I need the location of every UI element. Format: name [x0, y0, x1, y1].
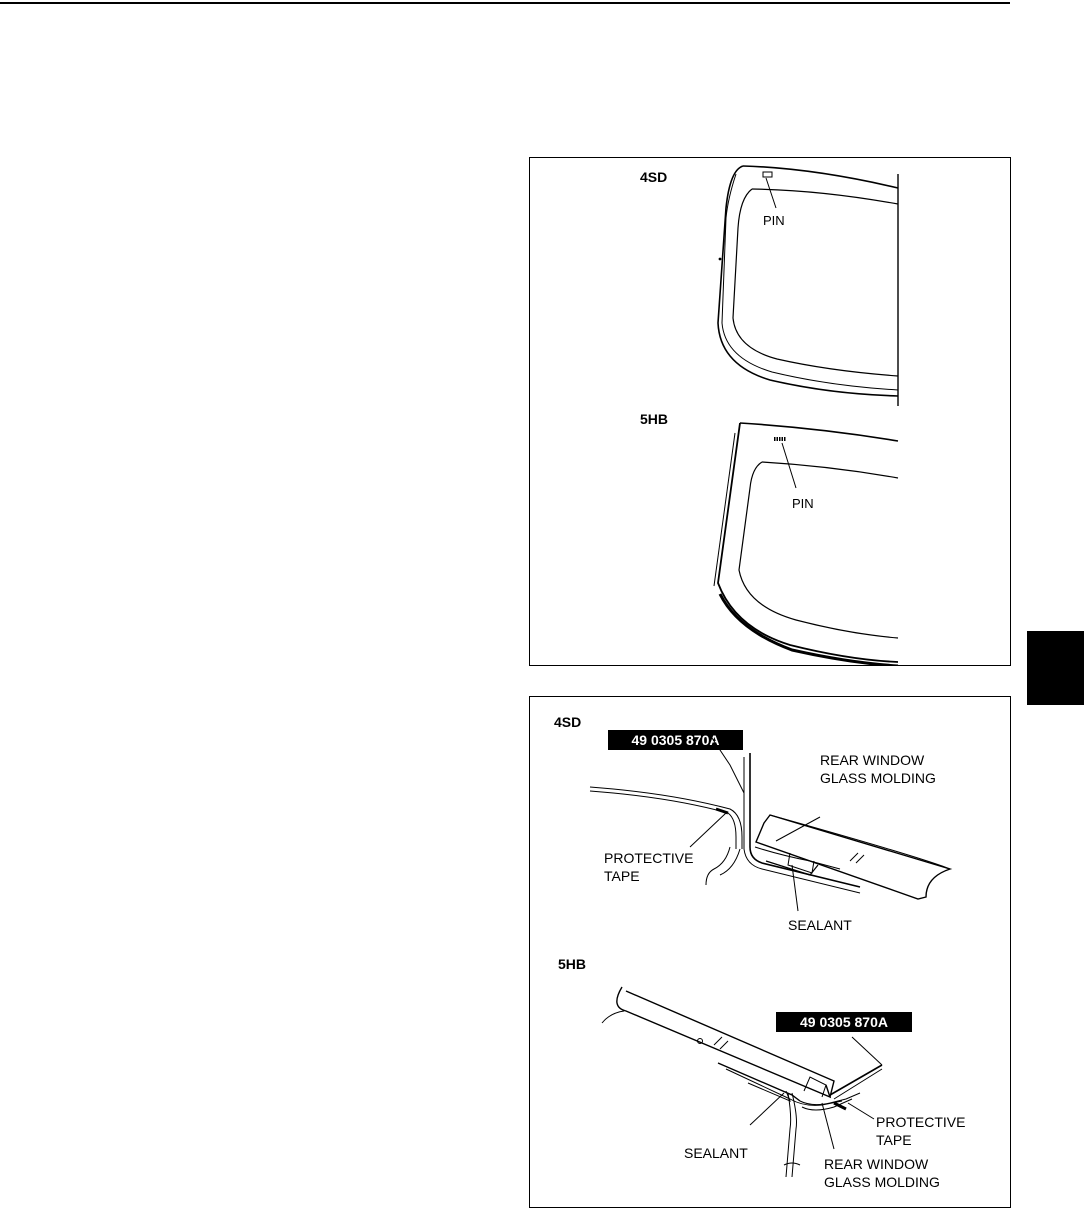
- pin-label-4sd: PIN: [763, 213, 785, 228]
- molding-label-4sd-line2: GLASS MOLDING: [820, 770, 936, 786]
- tape-label-4sd-line1: PROTECTIVE: [604, 850, 694, 866]
- figure-sealant-cutting: [529, 696, 1011, 1208]
- sealant-label-4sd: SEALANT: [788, 917, 852, 933]
- header-rule: [0, 2, 1010, 4]
- figure-pin-location: [529, 157, 1011, 666]
- tape-label-5hb-line1: PROTECTIVE: [876, 1114, 966, 1130]
- glass-5hb-drawing: [714, 423, 898, 665]
- section-index-tab: [1027, 631, 1084, 705]
- figure-pin-location-drawing: [530, 158, 1010, 665]
- variant-label-5hb: 5HB: [640, 411, 669, 427]
- molding-label-5hb-line1: REAR WINDOW: [824, 1156, 929, 1172]
- tool-number-4sd: 49 0305 870A: [631, 732, 720, 748]
- molding-label-5hb-line2: GLASS MOLDING: [824, 1174, 940, 1190]
- molding-label-4sd-line1: REAR WINDOW: [820, 752, 925, 768]
- variant-label-4sd-section: 4SD: [554, 714, 582, 730]
- glass-4sd-drawing: [718, 166, 898, 406]
- tool-number-5hb: 49 0305 870A: [800, 1014, 888, 1030]
- variant-label-5hb-section: 5HB: [558, 956, 587, 972]
- tape-label-4sd-line2: TAPE: [604, 868, 640, 884]
- figure-sealant-cutting-drawing: [530, 697, 1010, 1207]
- tape-label-5hb-line2: TAPE: [876, 1132, 912, 1148]
- pin-label-5hb: PIN: [792, 496, 814, 511]
- variant-label-4sd: 4SD: [640, 169, 668, 185]
- sealant-label-5hb: SEALANT: [684, 1145, 748, 1161]
